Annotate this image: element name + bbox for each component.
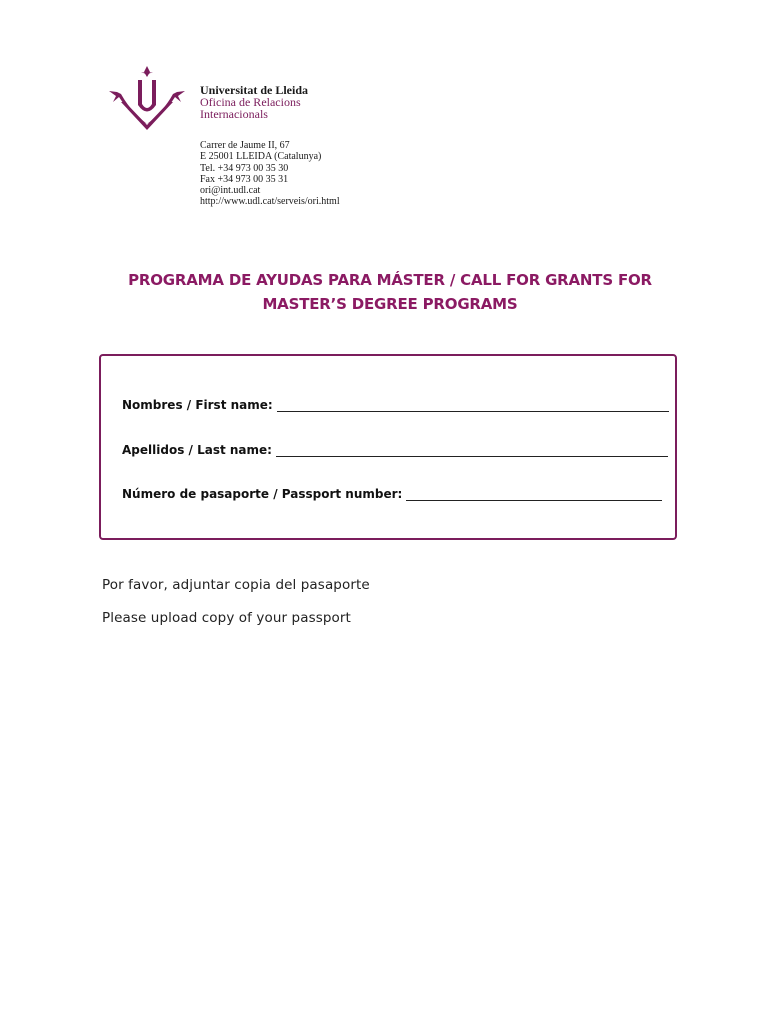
fax: Fax +34 973 00 35 31 [200, 173, 289, 185]
organization-name [200, 84, 308, 120]
page-title [90, 268, 690, 316]
passport-number-label: Número de pasaporte / Passport number: [122, 487, 403, 501]
first-name-blank[interactable] [277, 399, 669, 412]
office-name-line2: Internacionals [200, 107, 268, 121]
note-english: Please upload copy of your passport [102, 610, 351, 626]
applicant-form [99, 354, 677, 540]
contact-block [200, 140, 340, 208]
first-name-field [122, 398, 669, 412]
last-name-field [122, 443, 668, 457]
university-name: Universitat de Lleida [200, 83, 308, 97]
letterhead [105, 64, 405, 214]
address: Carrer de Jaume II, 67 [200, 140, 290, 151]
udl-logo-icon [105, 64, 189, 134]
note-spanish: Por favor, adjuntar copia del pasaporte [102, 577, 370, 593]
page-title-line2: MASTER’S DEGREE PROGRAMS [262, 295, 518, 313]
last-name-label: Apellidos / Last name: [122, 443, 272, 457]
page-title-line1: PROGRAMA DE AYUDAS PARA MÁSTER / CALL FOR GRANTS FOR [128, 271, 652, 289]
email: ori@int.udl.cat [200, 185, 261, 197]
passport-number-field [122, 487, 662, 501]
last-name-blank[interactable] [276, 444, 668, 457]
office-name-line1: Oficina de Relacions [200, 95, 301, 109]
telephone: Tel. +34 973 00 35 30 [200, 162, 289, 174]
passport-number-blank[interactable] [406, 488, 662, 501]
website: http://www.udl.cat/serveis/ori.html [200, 196, 340, 208]
city: E 25001 LLEIDA (Catalunya) [200, 151, 322, 163]
first-name-label: Nombres / First name: [122, 398, 273, 412]
